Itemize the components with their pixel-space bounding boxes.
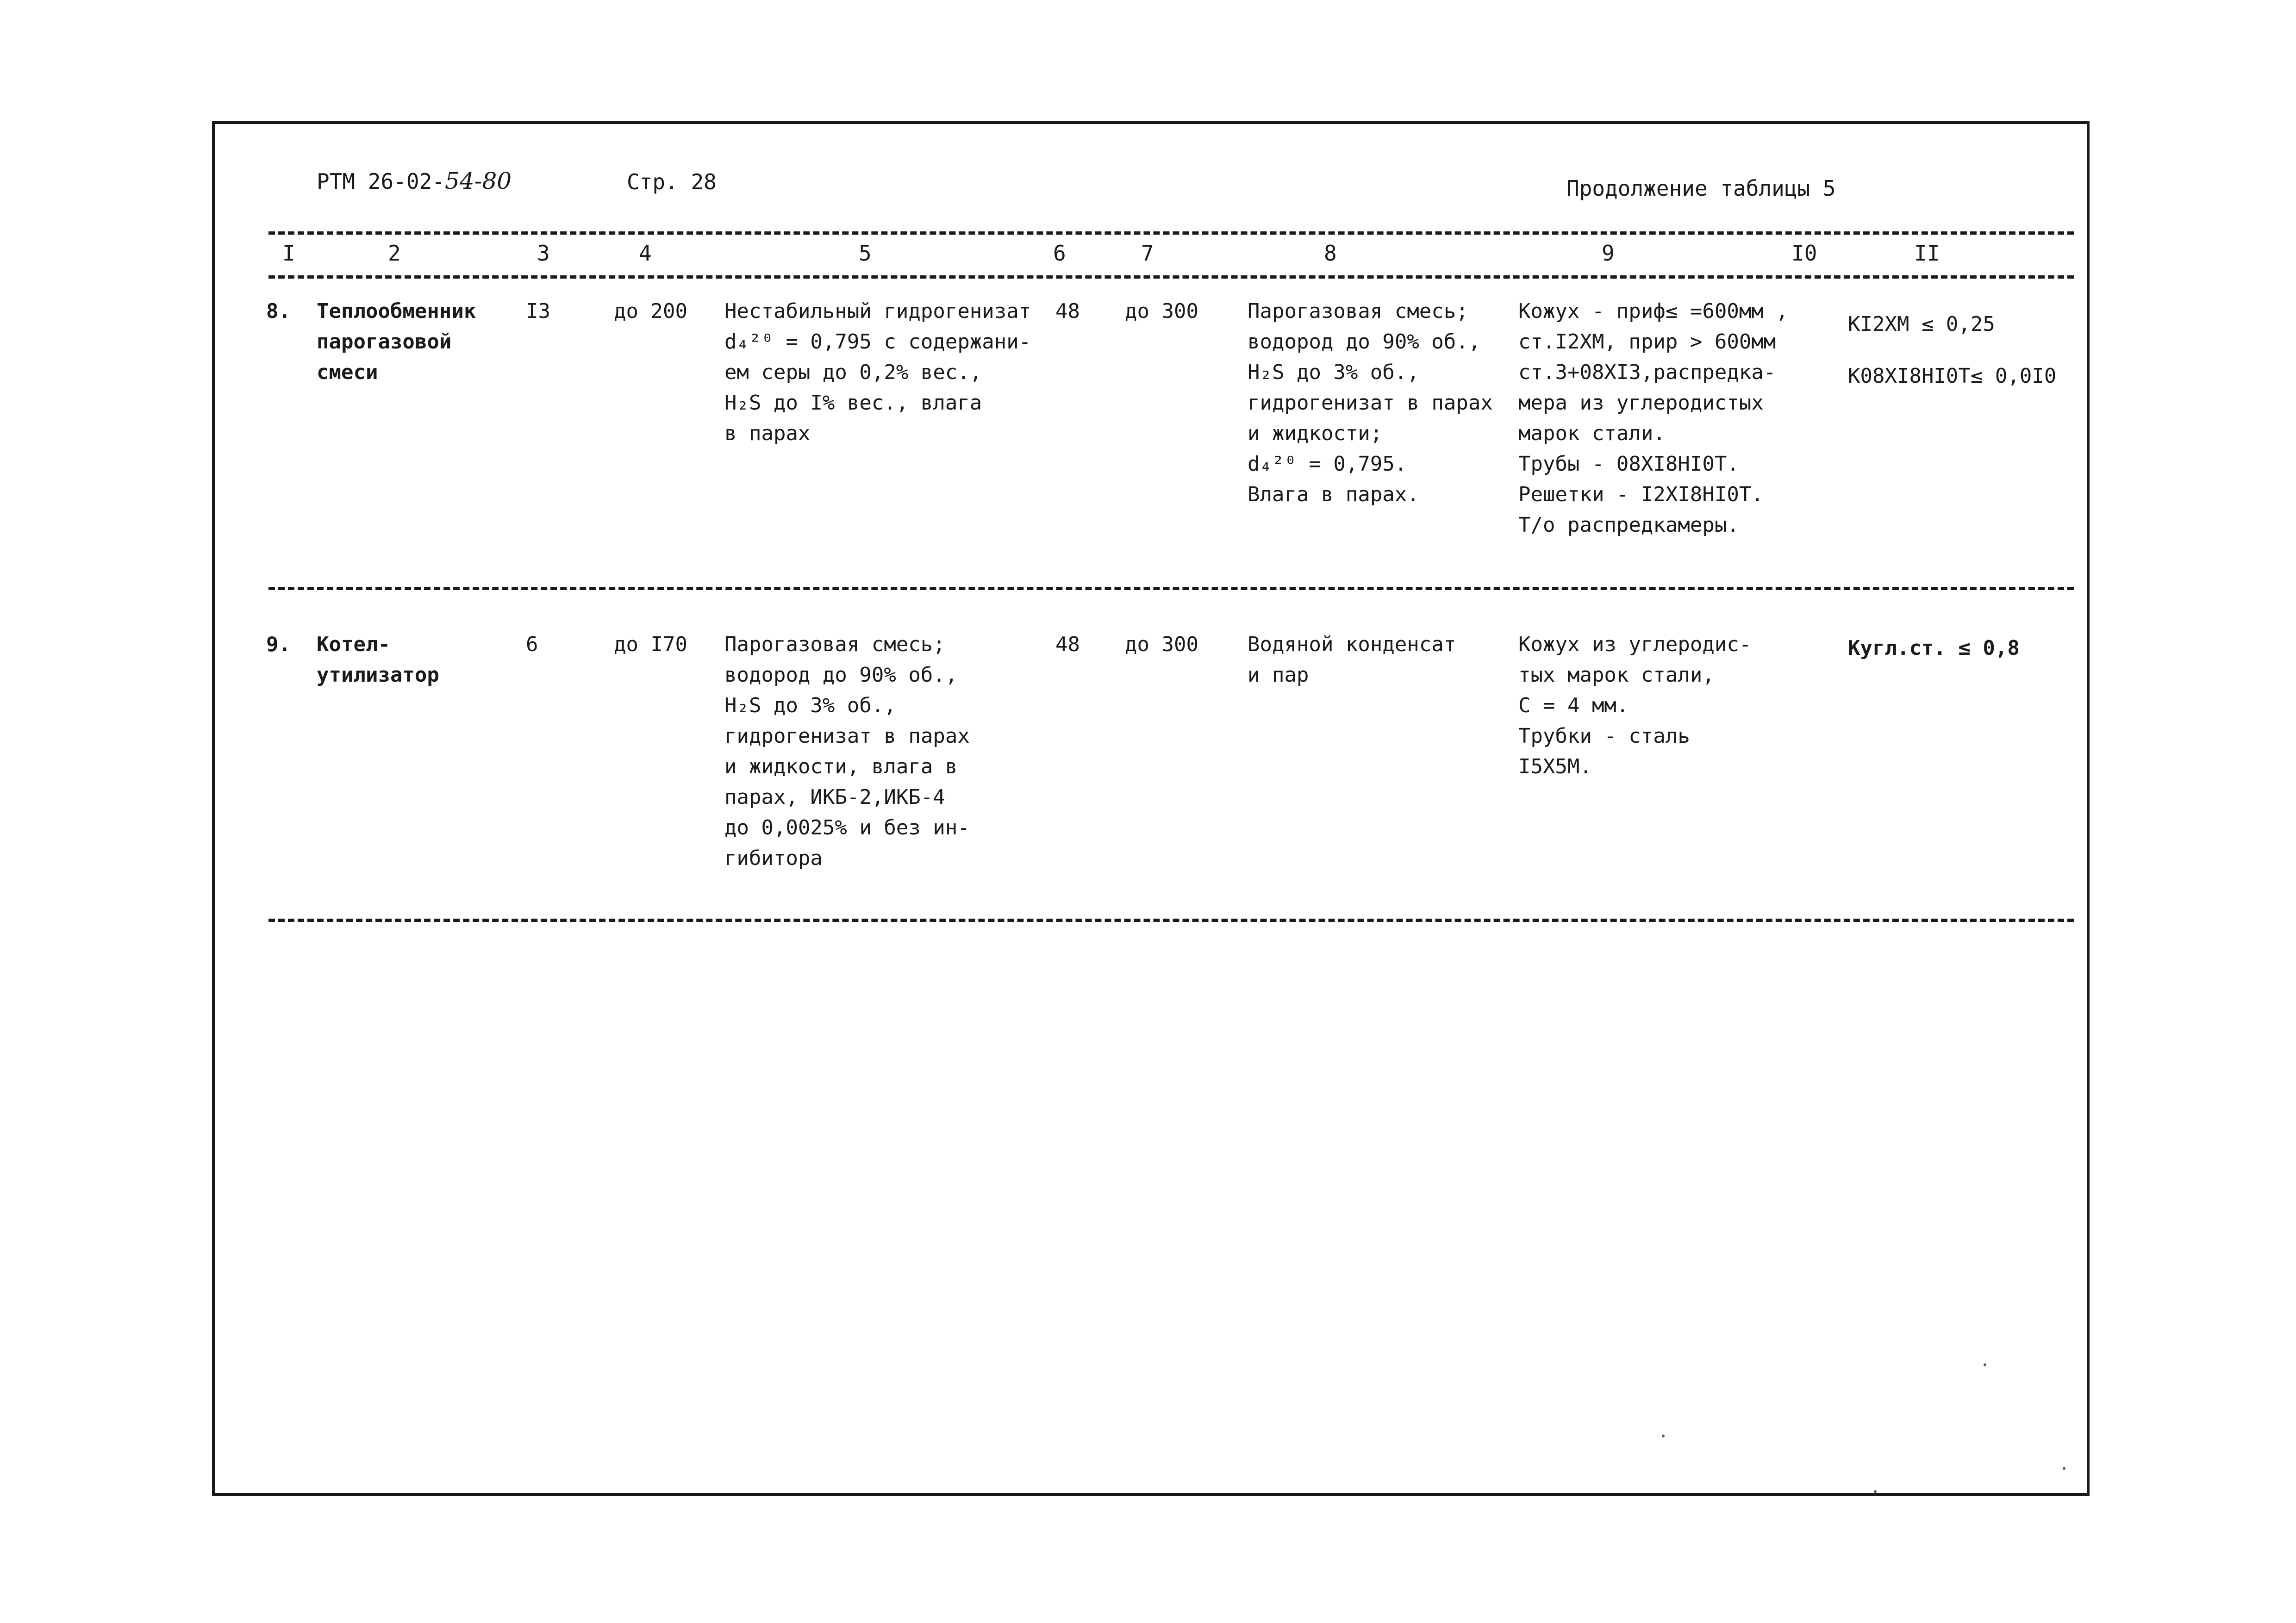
scan-speck: [1874, 1490, 1877, 1493]
row-number: 9.: [266, 633, 291, 656]
working-medium: Нестабильный гидрогенизат d₄²⁰ = 0,795 с содержани- ем серы до 0,2% вес., H₂S до I% вес., влага в парах: [724, 299, 1031, 445]
second-medium: Парогазовая смесь; водород до 90% об., H₂S до 3% об., гидрогенизат в парах и жидкости; d₄²⁰ = 0,795. Влага в парах.: [1248, 299, 1493, 506]
col3-value: I3: [526, 299, 550, 323]
working-medium: Парогазовая смесь; водород до 90% об., H₂S до 3% об., гидрогенизат в парах и жидкости, влага в парах, ИКБ-2,ИКБ-4 до 0,0025% и без ин- гибитора: [724, 633, 970, 870]
col4-value: до 200: [614, 299, 687, 323]
col-num-11: II: [1914, 241, 1940, 266]
col-num-5: 5: [859, 241, 872, 266]
col3-value: 6: [526, 633, 538, 656]
material: Кожух из углеродис- тых марок стали, С = 4 мм. Трубки - сталь I5Х5М.: [1518, 633, 1752, 778]
equipment-name: Котел- утилизатор: [317, 633, 439, 687]
scan-speck: [1984, 1363, 1986, 1366]
col7-value: до 300: [1125, 633, 1198, 656]
col-num-7: 7: [1141, 241, 1154, 266]
col-num-6: 6: [1053, 241, 1066, 266]
col6-value: 48: [1055, 299, 1080, 323]
header-top-rule: [268, 231, 2074, 235]
col-num-1: I: [282, 241, 295, 266]
material: Кожух - приф≤ =600мм , ст.I2ХМ, прир > 600мм ст.3+08ХI3,распредка- мера из углеродистых марок стали. Трубы - 08ХI8НI0Т. Решетки - I2ХI8НI0Т. Т/о распредкамеры.: [1518, 299, 1788, 537]
scan-speck: [1662, 1435, 1665, 1437]
col4-value: до I70: [614, 633, 687, 656]
table-bottom-rule: [268, 919, 2074, 922]
col-num-8: 8: [1324, 241, 1337, 266]
col-num-9: 9: [1602, 241, 1615, 266]
page-frame: [212, 121, 2090, 1496]
row-separator: [268, 587, 2074, 590]
equipment-name: Теплообменник парогазовой смеси: [317, 299, 476, 384]
col-num-4: 4: [639, 241, 652, 266]
col-num-10: I0: [1791, 241, 1817, 266]
header-bottom-rule: [268, 275, 2074, 279]
page-number: Стр. 28: [627, 169, 717, 194]
col-num-2: 2: [388, 241, 401, 266]
col7-value: до 300: [1125, 299, 1198, 323]
scan-speck: [2063, 1467, 2065, 1470]
column-numbers: [268, 241, 2074, 273]
col-num-3: 3: [537, 241, 550, 266]
doc-code-handwritten: 54-80: [444, 168, 512, 194]
col6-value: 48: [1055, 633, 1080, 656]
doc-code: [317, 168, 512, 194]
row-number: 8.: [266, 299, 291, 323]
coefficients: КI2ХМ ≤ 0,25 К08ХI8НI0Т≤ 0,0I0: [1848, 312, 2057, 388]
doc-code-printed: РТМ 26-02-: [317, 169, 445, 194]
table-continuation-label: Продолжение таблицы 5: [1566, 176, 1836, 201]
coefficients: Кугл.ст. ≤ 0,8: [1848, 636, 2020, 660]
second-medium: Водяной конденсат и пар: [1248, 633, 1456, 687]
